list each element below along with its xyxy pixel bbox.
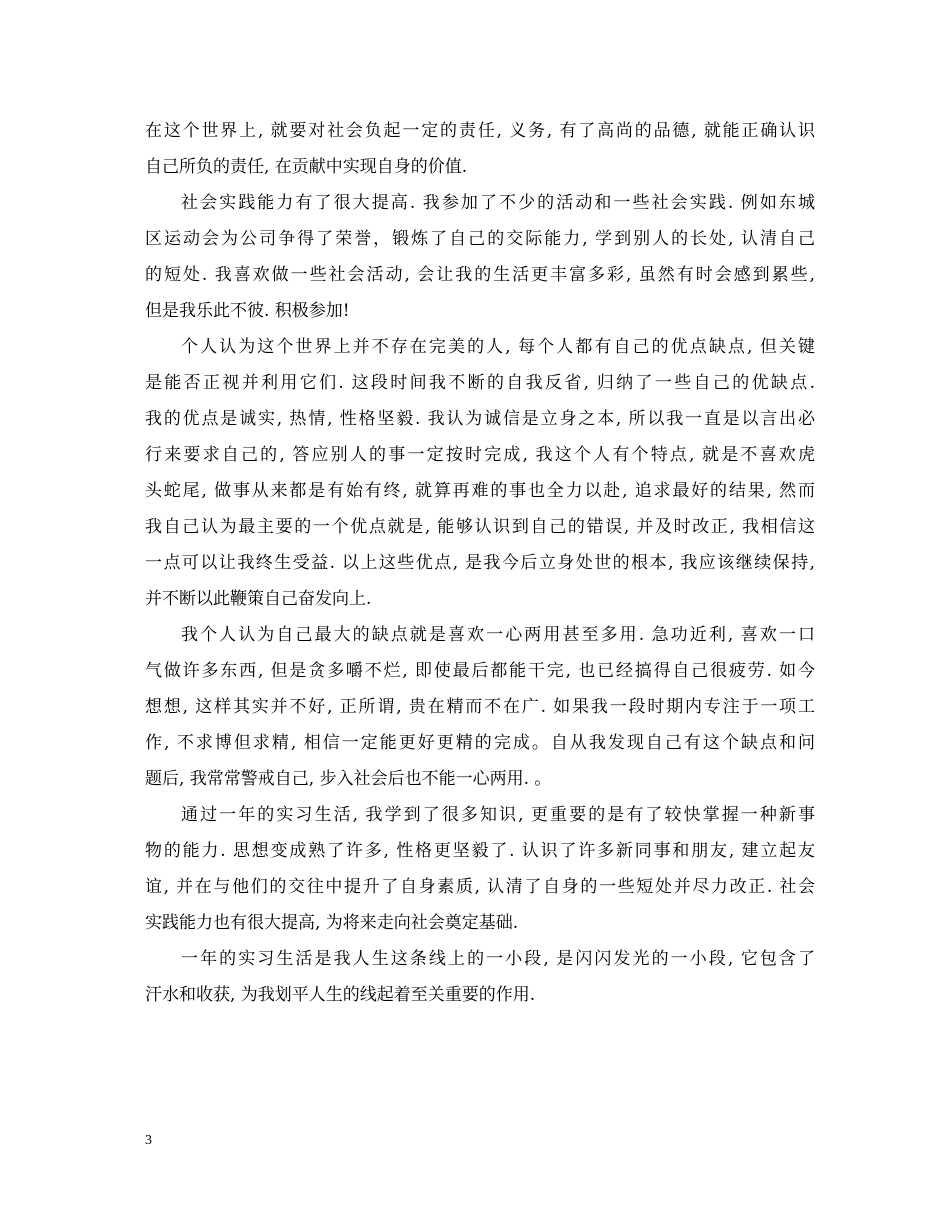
text-line: 气做许多东西, 但是贪多嚼不烂, 即使最后都能干完, 也已经搞得自己很疲劳. 如今: [145, 661, 815, 681]
text-line: 题后, 我常常警戒自己, 步入社会后也不能一心两用. 。: [145, 769, 552, 789]
paragraph-first-line: 个人认为这个世界上并不存在完美的人, 每个人都有自己的优点缺点, 但关键: [181, 337, 815, 357]
paragraph-first-line: 通过一年的实习生活, 我学到了很多知识, 更重要的是有了较快掌握一种新事: [181, 805, 815, 825]
text-line: 的短处. 我喜欢做一些社会活动, 会让我的生活更丰富多彩, 虽然有时会感到累些,: [145, 265, 815, 285]
text-line: 是能否正视并利用它们. 这段时间我不断的自我反省, 归纳了一些自己的优缺点.: [145, 373, 815, 393]
text-line: 自己所负的责任, 在贡献中实现自身的价值.: [145, 157, 468, 177]
paragraph-first-line: 我个人认为自己最大的缺点就是喜欢一心两用甚至多用. 急功近利, 喜欢一口: [181, 625, 815, 645]
text-line: 头蛇尾, 做事从来都是有始有终, 就算再难的事也全力以赴, 追求最好的结果, 然而: [145, 481, 815, 501]
text-line: 一点可以让我终生受益. 以上这些优点, 是我今后立身处世的根本, 我应该继续保持,: [145, 553, 815, 573]
paragraph-first-line: 社会实践能力有了很大提高. 我参加了不少的活动和一些社会实践. 例如东城: [181, 193, 815, 213]
text-line: 区运动会为公司争得了荣誉，锻炼了自己的交际能力, 学到别人的长处, 认清自己: [145, 229, 815, 249]
text-line: 物的能力. 思想变成熟了许多, 性格更坚毅了. 认识了许多新同事和朋友, 建立起友: [145, 841, 815, 861]
text-line: 想想, 这样其实并不好, 正所谓, 贵在精而不在广. 如果我一段时期内专注于一项工: [145, 697, 815, 717]
text-line: 作, 不求博但求精, 相信一定能更好更精的完成。自从我发现自己有这个缺点和问: [145, 733, 815, 753]
text-line: 汗水和收获, 为我划平人生的线起着至关重要的作用.: [145, 985, 536, 1005]
text-line: 实践能力也有很大提高, 为将来走向社会奠定基础.: [145, 913, 519, 933]
text-line: 但是我乐此不彼. 积极参加!: [145, 301, 350, 321]
text-line: 我自己认为最主要的一个优点就是, 能够认识到自己的错误, 并及时改正, 我相信这: [145, 517, 815, 537]
document-body: [145, 113, 815, 1013]
page-number: 3: [145, 1133, 152, 1148]
text-line: 在这个世界上, 就要对社会负起一定的责任, 义务, 有了高尚的品德, 就能正确认识: [145, 121, 815, 141]
text-line: 我的优点是诚实, 热情, 性格坚毅. 我认为诚信是立身之本, 所以我一直是以言出必: [145, 409, 815, 429]
paragraph-first-line: 一年的实习生活是我人生这条线上的一小段, 是闪闪发光的一小段, 它包含了: [181, 949, 815, 969]
text-line: 行来要求自己的, 答应别人的事一定按时完成, 我这个人有个特点, 就是不喜欢虎: [145, 445, 815, 465]
text-line: 并不断以此鞭策自己奋发向上.: [145, 589, 372, 609]
text-line: 谊, 并在与他们的交往中提升了自身素质, 认清了自身的一些短处并尽力改正. 社会: [145, 877, 815, 897]
